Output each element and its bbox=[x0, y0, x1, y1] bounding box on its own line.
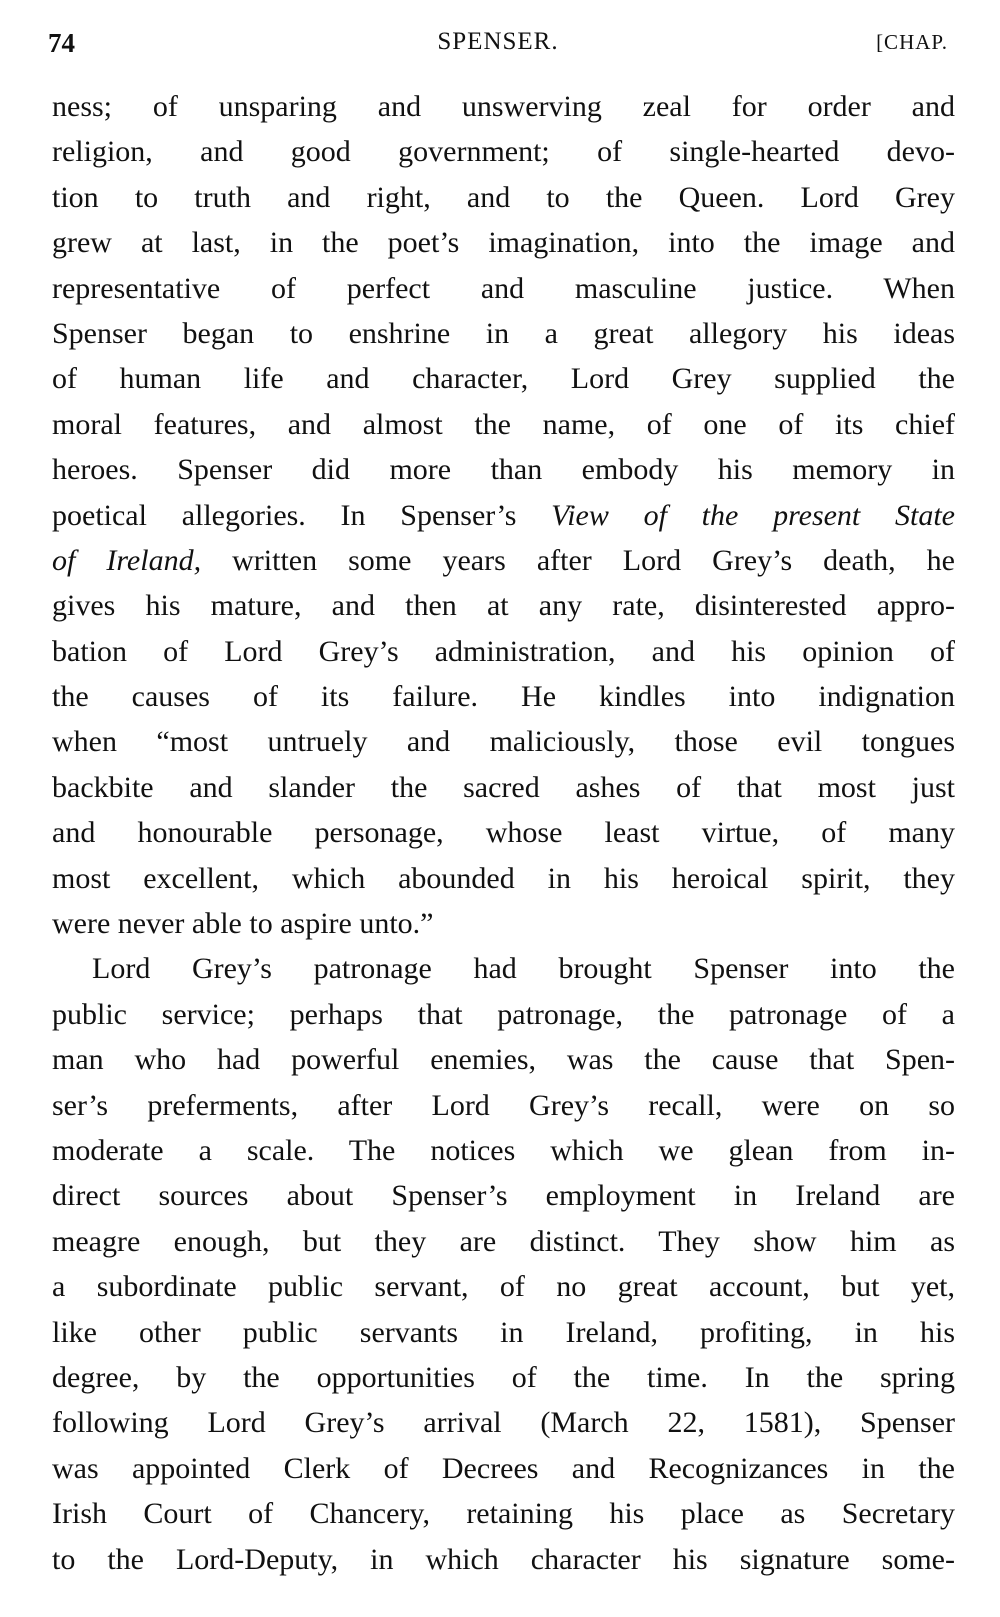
text-line: when “most untruely and maliciously, those evil tongues bbox=[52, 725, 955, 759]
body-text bbox=[52, 84, 955, 1582]
chapter-mark: [CHAP. bbox=[876, 30, 948, 54]
text-line: direct sources about Spenser’s employment in Ireland are bbox=[52, 1179, 955, 1213]
text-line: heroes. Spenser did more than embody his memory in bbox=[52, 453, 955, 487]
paragraph-first-line: Lord Grey’s patronage had brought Spenser into the bbox=[92, 952, 955, 986]
text-line: following Lord Grey’s arrival (March 22, 1581), Spenser bbox=[52, 1406, 955, 1440]
text-line: poetical allegories. In Spenser’s View of the present State bbox=[52, 498, 955, 532]
text-line: grew at last, in the poet’s imagination, into the image and bbox=[52, 226, 955, 260]
text-line: backbite and slander the sacred ashes of that most just bbox=[52, 770, 955, 804]
text-line: the causes of its failure. He kindles into indignation bbox=[52, 680, 955, 714]
text-line: tion to truth and right, and to the Queen. Lord Grey bbox=[52, 180, 955, 214]
book-title-italic: of Ireland, bbox=[52, 543, 202, 577]
text-line: was appointed Clerk of Decrees and Recognizances in the bbox=[52, 1451, 955, 1485]
text-line: a subordinate public servant, of no great account, but yet, bbox=[52, 1270, 955, 1304]
text-line: ser’s preferments, after Lord Grey’s recall, were on so bbox=[52, 1088, 955, 1122]
text-line: like other public servants in Ireland, profiting, in his bbox=[52, 1315, 955, 1349]
text-line: Spenser began to enshrine in a great allegory his ideas bbox=[52, 316, 955, 350]
text-line: moral features, and almost the name, of one of its chief bbox=[52, 407, 955, 441]
running-title: SPENSER. bbox=[437, 28, 559, 55]
page-number: 74 bbox=[48, 28, 75, 58]
text-line: of human life and character, Lord Grey supplied the bbox=[52, 362, 955, 396]
text-line: of Ireland, written some years after Lord Grey’s death, he bbox=[52, 543, 955, 577]
text-line: gives his mature, and then at any rate, disinterested appro- bbox=[52, 589, 955, 623]
text-line: representative of perfect and masculine justice. When bbox=[52, 271, 955, 305]
text-line: meagre enough, but they are distinct. They show him as bbox=[52, 1224, 955, 1258]
text-line: most excellent, which abounded in his heroical spirit, they bbox=[52, 861, 955, 895]
text-line: and honourable personage, whose least virtue, of many bbox=[52, 816, 955, 850]
text-line: public service; perhaps that patronage, the patronage of a bbox=[52, 997, 955, 1031]
text-line: were never able to aspire unto.” bbox=[52, 907, 434, 941]
text-line: degree, by the opportunities of the time. In the spring bbox=[52, 1360, 955, 1394]
text-line: to the Lord-Deputy, in which character his signature some- bbox=[52, 1542, 955, 1576]
text-line: Irish Court of Chancery, retaining his place as Secretary bbox=[52, 1497, 955, 1531]
text-line: ness; of unsparing and unswerving zeal for order and bbox=[52, 90, 955, 123]
text-line: moderate a scale. The notices which we glean from in- bbox=[52, 1133, 955, 1167]
text-line: man who had powerful enemies, was the cause that Spen- bbox=[52, 1043, 955, 1077]
running-head bbox=[48, 22, 948, 62]
book-title-italic: View of the present State bbox=[551, 498, 955, 532]
text-line: religion, and good government; of single-hearted devo- bbox=[52, 135, 955, 169]
text-line: bation of Lord Grey’s administration, and his opinion of bbox=[52, 634, 955, 668]
